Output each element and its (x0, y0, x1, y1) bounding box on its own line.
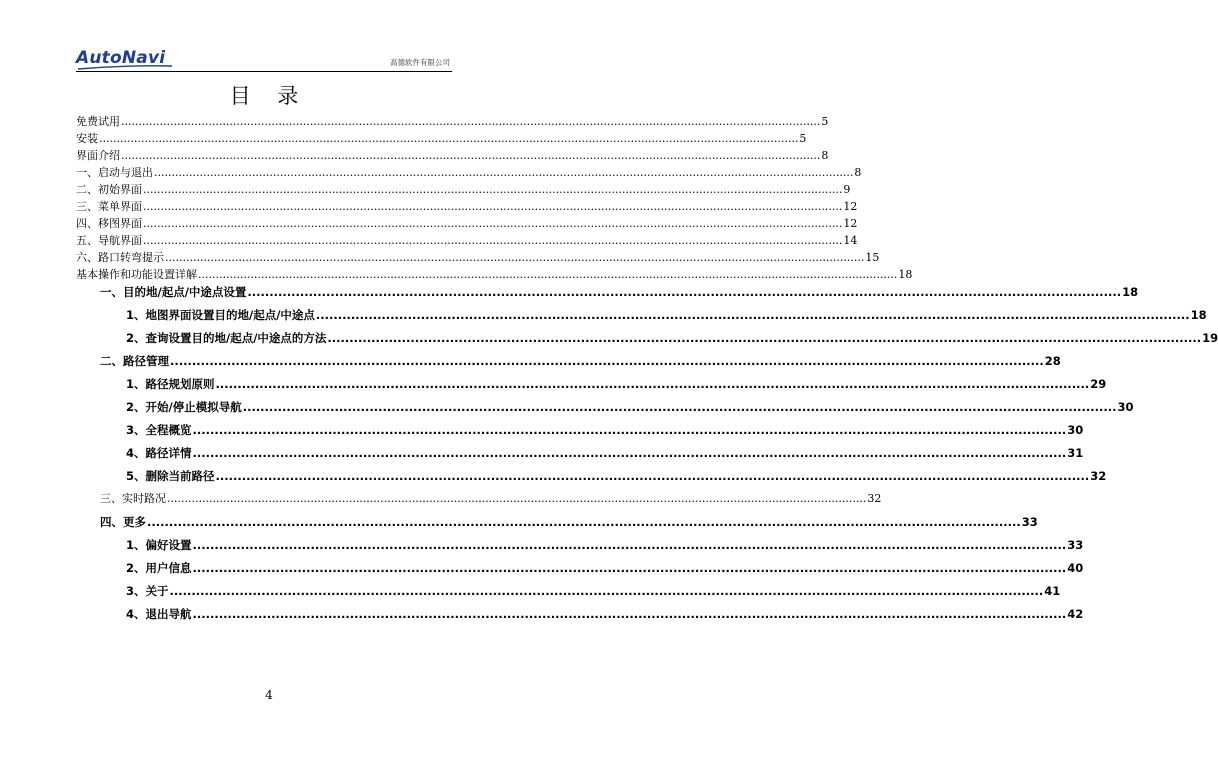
toc-entry-title: 二、路径管理 (100, 354, 169, 368)
toc-entry-title: 三、实时路况 (100, 492, 166, 505)
toc-leader-dots: ........................................................................................................................................................................................................ (327, 331, 1202, 345)
toc-entry-page: 14 (843, 234, 858, 247)
toc-entry-title: 3、关于 (126, 584, 169, 598)
toc-entry-page: 30 (1067, 423, 1084, 437)
toc-entry[interactable] (76, 234, 858, 247)
toc-leader-dots: ........................................................................................................................................................................................................ (143, 200, 843, 213)
toc-entry[interactable] (76, 492, 882, 508)
toc-entry-title: 安装 (76, 132, 98, 145)
toc-entry[interactable] (76, 607, 1084, 623)
toc-entry-page: 29 (1090, 377, 1107, 391)
toc-leader-dots: ........................................................................................................................................................................................................ (99, 132, 799, 145)
toc-entry-page: 15 (865, 251, 880, 264)
toc-entry[interactable] (76, 132, 807, 145)
toc-entry-title: 免费试用 (76, 115, 120, 128)
toc-entry-title: 一、目的地/起点/中途点设置 (100, 285, 247, 299)
toc-entry[interactable] (76, 251, 880, 264)
toc-leader-dots: ........................................................................................................................................................................................................ (198, 268, 898, 281)
header-rule (76, 71, 452, 72)
toc-leader-dots: ........................................................................................................................................................................................................ (192, 423, 1067, 437)
toc-entry[interactable] (76, 423, 1084, 439)
toc-entry-page: 40 (1067, 561, 1084, 575)
toc-entry-page: 28 (1044, 354, 1061, 368)
toc-entry-title: 六、路口转弯提示 (76, 251, 164, 264)
toc-entry-page: 8 (821, 149, 829, 162)
toc-leader-dots: ........................................................................................................................................................................................................ (215, 469, 1090, 483)
toc-entry-title: 一、启动与退出 (76, 166, 153, 179)
toc-entry[interactable] (76, 561, 1084, 577)
toc-leader-dots: ........................................................................................................................................................................................................ (121, 149, 821, 162)
toc-leader-dots: ........................................................................................................................................................................................................ (192, 446, 1067, 460)
toc-entry[interactable] (76, 200, 858, 213)
company-name: 高德软件有限公司 (390, 58, 450, 67)
toc-entry-page: 5 (821, 115, 829, 128)
toc-leader-dots: ........................................................................................................................................................................................................ (192, 538, 1067, 552)
toc-leader-dots: ........................................................................................................................................................................................................ (169, 584, 1044, 598)
toc-leader-dots: ........................................................................................................................................................................................................ (167, 492, 867, 505)
toc-entry[interactable] (76, 149, 829, 162)
logo-text: AutoNavi (76, 48, 166, 68)
toc-entry[interactable] (76, 115, 829, 128)
toc-entry-title: 二、初始界面 (76, 183, 142, 196)
toc-entry-page: 32 (1090, 469, 1107, 483)
toc-entry-title: 三、菜单界面 (76, 200, 142, 213)
autonavi-logo (76, 48, 165, 68)
toc-entry-page: 8 (854, 166, 862, 179)
page-header (76, 48, 452, 70)
toc-leader-dots: ........................................................................................................................................................................................................ (121, 115, 821, 128)
toc-entry-page: 31 (1067, 446, 1084, 460)
toc-leader-dots: ........................................................................................................................................................................................................ (247, 285, 1122, 299)
toc-entry-page: 42 (1067, 607, 1084, 621)
toc-entry-title: 基本操作和功能设置详解 (76, 268, 197, 281)
toc-leader-dots: ........................................................................................................................................................................................................ (192, 561, 1067, 575)
toc-entry-title: 3、全程概览 (126, 423, 192, 437)
page-number: 4 (265, 688, 273, 702)
toc-leader-dots: ........................................................................................................................................................................................................ (192, 607, 1067, 621)
toc-entry-title: 界面介绍 (76, 149, 120, 162)
toc-leader-dots: ........................................................................................................................................................................................................ (154, 166, 854, 179)
toc-entry-title: 2、用户信息 (126, 561, 192, 575)
toc-entry[interactable] (76, 377, 1107, 393)
toc-leader-dots: ........................................................................................................................................................................................................ (143, 234, 843, 247)
toc-entry[interactable] (76, 268, 913, 281)
toc-entry-title: 四、更多 (100, 515, 146, 529)
toc-entry-page: 30 (1117, 400, 1134, 414)
toc-leader-dots: ........................................................................................................................................................................................................ (170, 354, 1044, 368)
toc-entry[interactable] (76, 469, 1107, 485)
toc-leader-dots: ........................................................................................................................................................................................................ (147, 515, 1021, 529)
toc-entry-page: 12 (843, 217, 858, 230)
toc-entry[interactable] (76, 166, 862, 179)
logo-swoosh-icon (76, 65, 174, 70)
toc-entry[interactable] (76, 331, 1218, 347)
toc-leader-dots: ........................................................................................................................................................................................................ (143, 183, 843, 196)
toc-entry-page: 32 (867, 492, 882, 505)
toc-entry[interactable] (76, 515, 1038, 531)
toc-entry-title: 5、删除当前路径 (126, 469, 215, 483)
toc-leader-dots: ........................................................................................................................................................................................................ (143, 217, 843, 230)
toc-leader-dots: ........................................................................................................................................................................................................ (242, 400, 1117, 414)
toc-entry[interactable] (76, 538, 1084, 554)
toc-entry-page: 33 (1021, 515, 1038, 529)
toc-entry-title: 4、路径详情 (126, 446, 192, 460)
toc-entry-page: 9 (843, 183, 851, 196)
toc-entry[interactable] (76, 183, 851, 196)
toc-entry-page: 18 (1190, 308, 1207, 322)
toc-entry-page: 18 (898, 268, 913, 281)
toc-entry-page: 12 (843, 200, 858, 213)
toc-entry[interactable] (76, 400, 1134, 416)
toc-entry-page: 18 (1122, 285, 1139, 299)
toc-entry-title: 1、地图界面设置目的地/起点/中途点 (126, 308, 315, 322)
toc-entry-title: 2、查询设置目的地/起点/中途点的方法 (126, 331, 327, 345)
toc-entry-title: 1、路径规划原则 (126, 377, 215, 391)
toc-entry-page: 5 (799, 132, 807, 145)
toc-entry-title: 2、开始/停止模拟导航 (126, 400, 242, 414)
toc-entry[interactable] (76, 285, 1139, 301)
toc-entry-title: 五、导航界面 (76, 234, 142, 247)
toc-entry-title: 四、移图界面 (76, 217, 142, 230)
toc-entry[interactable] (76, 354, 1061, 370)
toc-entry-title: 1、偏好设置 (126, 538, 192, 552)
toc-entry-page: 19 (1202, 331, 1218, 345)
toc-entry-page: 41 (1044, 584, 1061, 598)
toc-entry-page: 33 (1067, 538, 1084, 552)
toc-leader-dots: ........................................................................................................................................................................................................ (215, 377, 1090, 391)
toc-entry-title: 4、退出导航 (126, 607, 192, 621)
toc-entry[interactable] (76, 446, 1084, 462)
toc-leader-dots: ........................................................................................................................................................................................................ (315, 308, 1190, 322)
toc-leader-dots: ........................................................................................................................................................................................................ (165, 251, 865, 264)
toc-entry[interactable] (76, 217, 858, 230)
toc-entry[interactable] (76, 308, 1207, 324)
table-of-contents (76, 115, 1218, 631)
toc-entry[interactable] (76, 584, 1061, 600)
page-title: 目 录 (229, 84, 309, 108)
